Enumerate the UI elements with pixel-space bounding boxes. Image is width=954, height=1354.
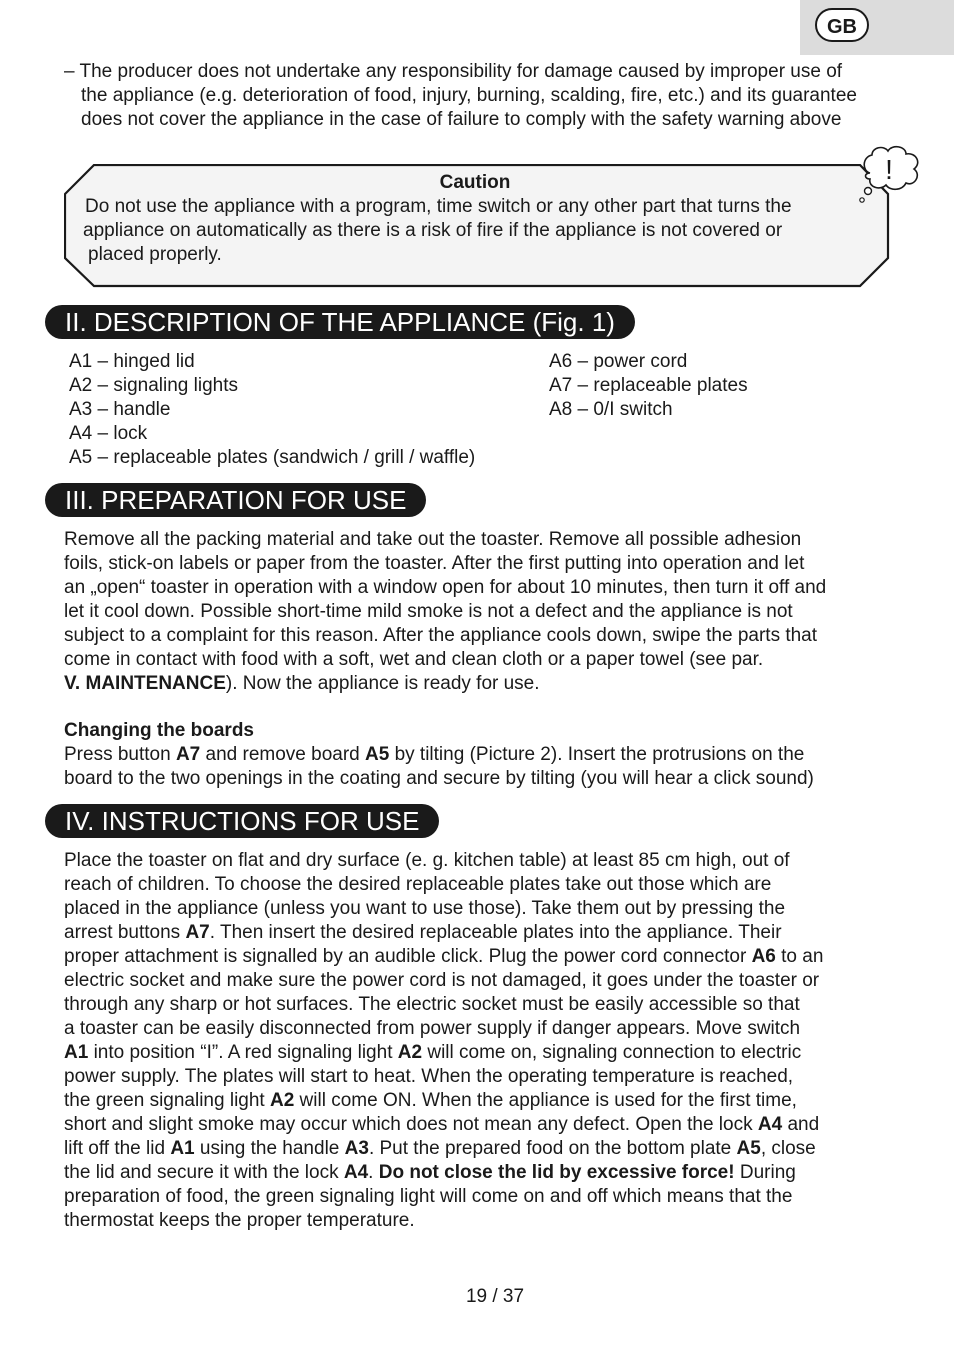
text-span: short and slight smoke may occur which does not mean any defect. Open the lock bbox=[64, 1114, 758, 1135]
text-line: reach of children. To choose the desired replaceable plates take out those which are bbox=[64, 874, 772, 895]
text-line: come in contact with food with a soft, wet and clean cloth or a paper towel (see par. bbox=[64, 649, 764, 670]
text-line: Remove all the packing material and take out the toaster. Remove all possible adhesion bbox=[64, 529, 802, 550]
warning-emphasis: Do not close the lid by excessive force! bbox=[378, 1162, 735, 1183]
text-span: into position “I”. A red signaling light bbox=[88, 1042, 398, 1063]
text-line: preparation of food, the green signaling light will come on and off which means that the bbox=[64, 1186, 793, 1207]
part-ref: A2 bbox=[269, 1090, 295, 1111]
part-ref: A3 bbox=[344, 1138, 369, 1159]
text-line bbox=[64, 921, 914, 945]
caution-line: appliance on automatically as there is a risk of fire if the appliance is not covered or bbox=[83, 220, 783, 241]
changing-boards-block bbox=[64, 719, 914, 791]
page-number: 19 / 37 bbox=[465, 1286, 525, 1307]
part-item: A6 – power cord bbox=[549, 351, 688, 372]
text-line: power supply. The plates will start to heat. When the operating temperature is reached, bbox=[64, 1066, 794, 1087]
part-item: A8 – 0/I switch bbox=[549, 399, 673, 420]
text-line: let it cool down. Possible short-time mild smoke is not a defect and the appliance is not bbox=[64, 601, 793, 622]
text-span: the green signaling light bbox=[64, 1090, 270, 1111]
text-span: will come ON. When the appliance is used for the first time, bbox=[294, 1090, 797, 1111]
text-line bbox=[64, 743, 914, 767]
text-span: proper attachment is signalled by an audible click. Plug the power cord connector bbox=[64, 946, 752, 967]
parts-list-left bbox=[69, 350, 475, 470]
section-heading-description: II. DESCRIPTION OF THE APPLIANCE (Fig. 1) bbox=[45, 305, 635, 339]
text-line: a toaster can be easily disconnected from power supply if danger appears. Move switch bbox=[64, 1018, 801, 1039]
preparation-paragraph bbox=[64, 528, 914, 696]
text-line: subject to a complaint for this reason. After the appliance cools down, swipe the parts that bbox=[64, 625, 818, 646]
part-item: A5 – replaceable plates (sandwich / grill / waffle) bbox=[69, 447, 476, 468]
text-span: arrest buttons bbox=[64, 922, 186, 943]
text-line bbox=[64, 672, 914, 696]
text-span: Press button bbox=[64, 744, 176, 765]
warning-bubble-icon bbox=[856, 143, 926, 209]
caution-line: placed properly. bbox=[88, 244, 222, 265]
text-line bbox=[64, 1089, 914, 1113]
caution-text bbox=[85, 195, 865, 267]
text-span: the lid and secure it with the lock bbox=[64, 1162, 344, 1183]
part-ref: A7 bbox=[185, 922, 210, 943]
text-line bbox=[64, 1161, 914, 1185]
text-span: will come on, signaling connection to electric bbox=[422, 1042, 802, 1063]
note-line: the appliance (e.g. deterioration of food, injury, burning, scalding, fire, etc.) and its guarantee bbox=[81, 85, 857, 106]
text-span: . Put the prepared food on the bottom plate bbox=[368, 1138, 737, 1159]
text-line: board to the two openings in the coating and secure by tilting (you will hear a click sound) bbox=[64, 768, 814, 789]
text-line: an „open“ toaster in operation with a window open for about 10 minutes, then turn it off and bbox=[64, 577, 827, 598]
section-heading-preparation: III. PREPARATION FOR USE bbox=[45, 483, 426, 517]
text-span: , close bbox=[760, 1138, 816, 1159]
caution-line: Do not use the appliance with a program, time switch or any other part that turns the bbox=[85, 196, 792, 217]
text-span: to an bbox=[775, 946, 824, 967]
text-span: using the handle bbox=[194, 1138, 345, 1159]
part-ref: A7 bbox=[175, 744, 201, 765]
part-ref: A5 bbox=[736, 1138, 761, 1159]
text-line bbox=[64, 945, 914, 969]
text-span: by tilting (Picture 2). Insert the protrusions on the bbox=[389, 744, 805, 765]
part-item: A1 – hinged lid bbox=[69, 351, 195, 372]
text-span: and remove board bbox=[200, 744, 366, 765]
text-line: Place the toaster on flat and dry surface (e. g. kitchen table) at least 85 cm high, out of bbox=[64, 850, 790, 871]
liability-note bbox=[64, 60, 904, 132]
note-line: does not cover the appliance in the case of failure to comply with the safety warning above bbox=[81, 109, 842, 130]
part-item: A7 – replaceable plates bbox=[549, 375, 748, 396]
text-line bbox=[64, 1113, 914, 1137]
text-line bbox=[64, 1137, 914, 1161]
part-item: A2 – signaling lights bbox=[69, 375, 238, 396]
instructions-paragraph bbox=[64, 849, 914, 1233]
text-line: electric socket and make sure the power cord is not damaged, it goes under the toaster or bbox=[64, 970, 820, 991]
part-ref: A2 bbox=[397, 1042, 423, 1063]
warning-symbol: ! bbox=[885, 154, 893, 185]
text-line: through any sharp or hot surfaces. The electric socket must be easily accessible so that bbox=[64, 994, 800, 1015]
text-span: . bbox=[368, 1162, 379, 1183]
language-badge: GB bbox=[815, 8, 869, 42]
parts-list-right bbox=[549, 350, 748, 422]
text-span: During bbox=[734, 1162, 796, 1183]
part-ref: A1 bbox=[64, 1042, 89, 1063]
text-span: lift off the lid bbox=[64, 1138, 171, 1159]
part-ref: A4 bbox=[757, 1114, 783, 1135]
section-heading-instructions: IV. INSTRUCTIONS FOR USE bbox=[45, 804, 439, 838]
text-span: and bbox=[782, 1114, 820, 1135]
part-item: A4 – lock bbox=[69, 423, 148, 444]
language-tab bbox=[800, 0, 954, 55]
part-ref: A4 bbox=[343, 1162, 369, 1183]
caution-title: Caution bbox=[439, 172, 511, 193]
part-item: A3 – handle bbox=[69, 399, 171, 420]
text-line bbox=[64, 1041, 914, 1065]
text-line: thermostat keeps the proper temperature. bbox=[64, 1210, 415, 1231]
part-ref: A5 bbox=[365, 744, 390, 765]
subheading-changing-boards: Changing the boards bbox=[64, 720, 254, 741]
part-ref: A6 bbox=[751, 946, 776, 967]
caution-box bbox=[64, 164, 890, 288]
maintenance-reference: V. MAINTENANCE bbox=[64, 673, 226, 694]
text-span: . Then insert the desired replaceable plates into the appliance. Their bbox=[209, 922, 782, 943]
part-ref: A1 bbox=[170, 1138, 195, 1159]
text-span: ). Now the appliance is ready for use. bbox=[225, 673, 540, 694]
note-line: – The producer does not undertake any responsibility for damage caused by improper use of bbox=[64, 61, 843, 82]
text-line: foils, stick-on labels or paper from the toaster. After the first putting into operation and let bbox=[64, 553, 805, 574]
text-line: placed in the appliance (unless you want to use those). Take them out by pressing the bbox=[64, 898, 786, 919]
